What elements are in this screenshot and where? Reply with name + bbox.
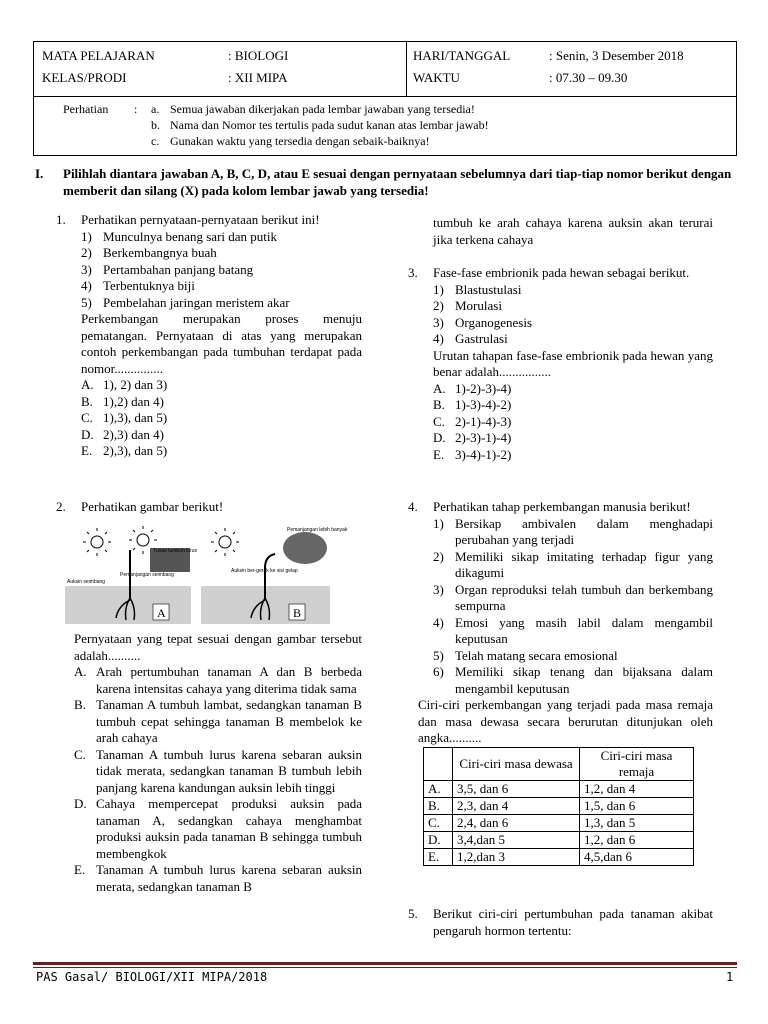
list-item: 4) Terbentuknya biji — [81, 278, 195, 293]
list-item: 5) Telah matang secara emosional — [433, 647, 618, 663]
footer-rule-thick — [33, 962, 737, 965]
attention-marker-c: c. — [151, 134, 160, 148]
question-3 — [408, 265, 713, 463]
list-item: 4) Emosi yang masih labil dalam mengambil keputusan — [433, 614, 713, 646]
time-label: WAKTU — [413, 70, 460, 85]
sun-icon — [83, 528, 111, 556]
question-2-body — [56, 631, 362, 895]
day-label: HARI/TANGGAL — [413, 48, 511, 63]
question-text: Urutan tahapan fase-fase embrionik pada hewan yang benar adalah................ — [433, 347, 713, 379]
answer-options — [81, 377, 362, 460]
question-text: Ciri-ciri perkembangan yang terjadi pada masa remaja dan masa dewasa secara berurutan ditunjukan oleh angka.......... — [418, 697, 713, 745]
list-item: 6) Memiliki sikap tenang dan bijaksana dalam mengambil keputusan — [433, 664, 713, 696]
header-divider-horizontal — [34, 96, 736, 97]
list-item: 4) Gastrulasi — [433, 331, 508, 346]
list-item: 2) Berkembangnya buah — [81, 245, 217, 260]
question-1 — [56, 212, 362, 460]
attention-item-b: Nama dan Nomor tes tertulis pada sudut kanan atas lembar jawab! — [170, 118, 489, 132]
answer-option-d[interactable]: D. 2)-3)-1)-4) — [433, 430, 512, 445]
list-item: 5) Pembelahan jaringan meristem akar — [81, 294, 290, 310]
answer-option-c[interactable]: C. Tanaman A tumbuh lurus karena sebaran auksin tidak merata, sedangkan tanaman B tumbuh lebih panjang karena kandungan auksin lebih tinggi — [74, 746, 362, 795]
list-item: 3) Organogenesis — [433, 314, 533, 330]
answer-option-b[interactable]: B. 1)-3)-4)-2) — [433, 397, 512, 412]
statement-list — [81, 229, 362, 312]
list-item: 3) Organ reproduksi telah tumbuh dan berkembang sempurna — [433, 581, 713, 613]
soil — [65, 586, 191, 624]
attention-item-a: Semua jawaban dikerjakan pada lembar jawaban yang tersedia! — [170, 102, 475, 116]
answer-option-e[interactable]: E. 2),3), dan 5) — [81, 443, 168, 458]
answer-table — [423, 747, 694, 866]
answer-option-c[interactable]: C. 1),3), dan 5) — [81, 410, 168, 425]
answer-option-c[interactable]: C. 2)-1)-4)-3) — [433, 413, 512, 429]
question-number: 3. — [408, 265, 418, 280]
question-stem: Perhatikan pernyataan-pernyataan berikut ini! — [81, 212, 320, 227]
answer-option-e[interactable]: E. 3)-4)-1)-2) — [433, 446, 512, 462]
label-b: B — [293, 606, 302, 620]
list-item: 2) Memiliki sikap imitating terhadap figur yang dikagumi — [433, 548, 713, 580]
table-header-blank — [424, 747, 453, 780]
table-row[interactable]: E. 1,2,dan 3 4,5,dan 6 — [424, 848, 694, 865]
attention-colon: : — [134, 102, 138, 116]
magnified-cells — [283, 532, 327, 564]
question-stem: Fase-fase embrionik pada hewan sebagai berikut. — [433, 265, 690, 280]
header-divider-vertical — [406, 42, 407, 96]
answer-option-b[interactable]: B. 1),2) dan 4) — [81, 393, 165, 409]
question-stem: Perhatikan gambar berikut! — [81, 499, 224, 514]
list-item: 3) Pertambahan panjang batang — [81, 261, 254, 277]
time-value: : 07.30 – 09.30 — [549, 70, 628, 85]
question-number: 2. — [56, 499, 66, 514]
left-column — [56, 212, 362, 460]
section-text: Pilihlah diantara jawaban A, B, C, D, atau E sesuai dengan pernyataan sebelumnya dari tiap-tiap nomor berikut dengan memberit dan silang (X) pada kolom lembar jawab yang tersedia! — [63, 166, 732, 198]
answer-option-a[interactable]: A. Arah pertumbuhan tanaman A dan B berbeda karena intensitas cahaya yang diterima tidak sama — [74, 664, 362, 696]
table-row[interactable]: B. 2,3, dan 4 1,5, dan 6 — [424, 797, 694, 814]
answer-option-d[interactable]: D. Cahaya mempercepat produksi auksin pada tanaman A, sedangkan cahaya menghambat produksi auksin pada tanaman B sehingga tumbuh membengkok — [74, 796, 362, 861]
section-number: I. — [35, 166, 44, 181]
label-tunas: Tunas tumbuh lurus — [153, 548, 198, 554]
day-value: : Senin, 3 Desember 2018 — [549, 48, 684, 63]
footer-label: PAS Gasal/ BIOLOGI/XII MIPA/2018 — [36, 970, 268, 984]
question-stem: Perhatikan tahap perkembangan manusia berikut! — [433, 499, 691, 514]
statement-list — [433, 282, 713, 348]
answer-option-e[interactable]: E. Tanaman A tumbuh lurus karena sebaran auksin merata, sedangkan tanaman B — [74, 862, 362, 894]
list-item: 2) Morulasi — [433, 298, 502, 313]
label-a: A — [157, 606, 166, 620]
label-auksin-bergerak: Auksin ber-gerak ke sisi gelap — [231, 568, 298, 574]
subject-label: MATA PELAJARAN — [42, 48, 155, 63]
label-auksin-seimbang: Auksin seimbang — [67, 579, 106, 585]
table-row[interactable]: C. 2,4, dan 6 1,3, dan 5 — [424, 814, 694, 831]
question-4 — [408, 499, 713, 866]
attention-marker-b: b. — [151, 118, 160, 132]
page-number: 1 — [726, 970, 734, 984]
list-item: 1) Bersikap ambivalen dalam menghadapi perubahan yang terjadi — [433, 515, 713, 547]
table-header-teen: Ciri-ciri masa remaja — [580, 747, 694, 780]
question-5 — [408, 906, 713, 939]
list-item: 1) Blastustulasi — [433, 281, 522, 297]
attention-item-c: Gunakan waktu yang tersedia dengan sebaik-baiknya! — [170, 134, 430, 148]
question-text: Perkembangan merupakan proses menuju pematangan. Pernyataan di atas yang merupakan contoh perkembangan pada tumbuhan terdapat pada nomor............... — [81, 311, 362, 376]
question-2 — [56, 499, 362, 516]
answer-option-d[interactable]: D. 2),3) dan 4) — [81, 426, 165, 442]
label-pemanjangan-banyak: Pemanjangan lebih banyak — [287, 527, 348, 533]
exam-header — [33, 41, 737, 156]
answer-options — [74, 664, 362, 895]
question-text: Pernyataan yang tepat sesuai dengan gambar tersebut adalah.......... — [74, 631, 362, 663]
question-stem: Berikut ciri-ciri pertumbuhan pada tanaman akibat pengaruh hormon tertentu: — [433, 906, 713, 938]
footer-rule-thin — [33, 967, 737, 968]
attention-label: Perhatian — [63, 102, 109, 116]
answer-options — [433, 381, 713, 464]
answer-option-a[interactable]: A. 1), 2) dan 3) — [81, 377, 168, 392]
statement-list — [433, 516, 713, 698]
question-number: 5. — [408, 906, 418, 921]
answer-option-b[interactable]: B. Tanaman A tumbuh lambat, sedangkan tanaman B tumbuh cepat sehingga tanaman B membelok ke arah cahaya — [74, 697, 362, 745]
table-row[interactable]: A. 3,5, dan 6 1,2, dan 4 — [424, 780, 694, 797]
attention-marker-a: a. — [151, 102, 160, 116]
phototropism-figure — [65, 527, 348, 624]
table-row[interactable]: D. 3,4,dan 5 1,2, dan 6 — [424, 831, 694, 848]
question-2-continuation: tumbuh ke arah cahaya karena auksin akan terurai jika terkena cahaya — [433, 215, 713, 247]
table-header-adult: Ciri-ciri masa dewasa — [453, 747, 580, 780]
question-number: 4. — [408, 499, 418, 514]
subject-value: : BIOLOGI — [228, 48, 289, 63]
list-item: 1) Munculnya benang sari dan putik — [81, 228, 278, 244]
sun-icon — [211, 528, 239, 556]
class-label: KELAS/PRODI — [42, 70, 127, 85]
answer-option-a[interactable]: A. 1)-2)-3)-4) — [433, 380, 512, 396]
label-pemanjangan-seimbang: Pemanjangan seimbang — [120, 572, 174, 578]
question-number: 1. — [56, 212, 66, 227]
class-value: : XII MIPA — [228, 70, 288, 85]
